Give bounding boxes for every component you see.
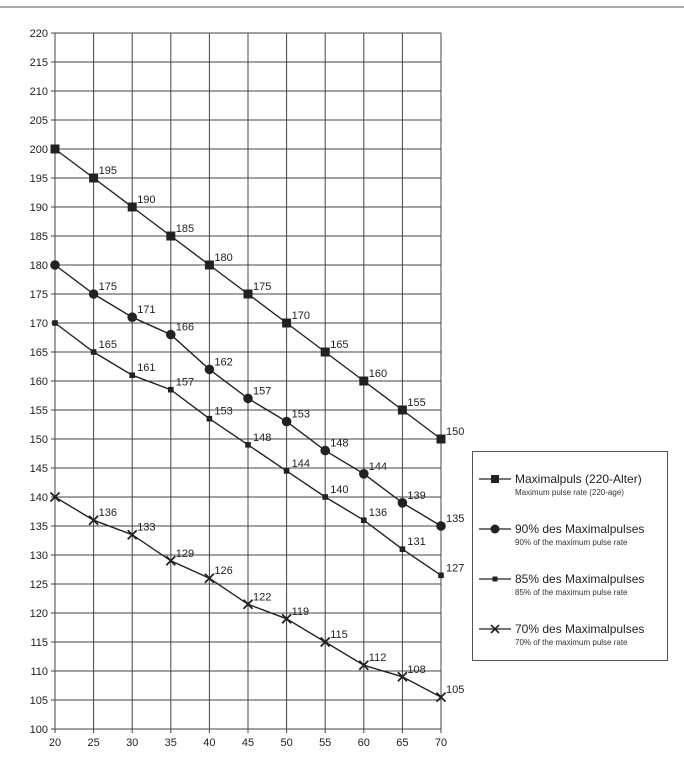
x-tick-label: 60	[357, 737, 370, 749]
x-tick-label: 30	[126, 737, 139, 749]
y-tick-label: 105	[29, 695, 48, 707]
data-point-circle	[436, 521, 446, 531]
grid	[55, 33, 441, 729]
x-tick-label: 35	[164, 737, 177, 749]
data-point-square	[128, 203, 137, 212]
data-label: 136	[98, 507, 117, 520]
y-tick-label: 150	[29, 434, 48, 446]
legend-item-max-pulse	[473, 470, 669, 510]
legend-item-85-percent	[473, 570, 669, 610]
data-label: 153	[291, 408, 310, 421]
data-point-small-square	[400, 546, 406, 552]
data-label: 166	[175, 321, 195, 334]
data-label: 144	[291, 457, 310, 470]
data-point-square	[51, 145, 60, 154]
y-tick-label: 215	[29, 57, 48, 69]
y-tick-label: 185	[29, 231, 48, 243]
y-tick-label: 175	[29, 289, 48, 301]
data-label: 131	[407, 536, 426, 549]
data-point-square	[321, 348, 330, 357]
data-label: 148	[253, 431, 272, 444]
y-tick-label: 120	[29, 608, 48, 620]
data-label: 105	[446, 684, 465, 697]
y-tick-label: 210	[29, 86, 48, 98]
data-label: 155	[407, 397, 426, 409]
x-tick-label: 20	[48, 737, 62, 749]
legend-subtitle: Maximum pulse rate (220-age)	[515, 488, 624, 497]
y-tick-label: 100	[29, 724, 48, 736]
data-point-circle	[320, 446, 330, 456]
data-label: 129	[175, 547, 195, 560]
x-axis-ticks	[49, 729, 447, 749]
y-tick-label: 180	[29, 260, 48, 272]
y-tick-label: 140	[29, 492, 48, 504]
data-label: 170	[291, 310, 310, 322]
data-label: 161	[137, 362, 156, 375]
legend-name: 70% des Maximalpulses	[515, 622, 645, 636]
data-point-small-square	[438, 573, 444, 579]
data-point-square	[359, 377, 368, 386]
data-point-square	[89, 174, 98, 183]
data-label: 175	[98, 281, 117, 293]
data-label: 162	[214, 356, 233, 369]
data-point-circle	[166, 330, 176, 340]
data-point-small-square	[91, 349, 97, 355]
y-axis-ticks	[30, 28, 55, 736]
y-tick-label: 190	[29, 202, 48, 214]
x-tick-label: 25	[87, 737, 100, 749]
data-point-square	[244, 290, 253, 299]
data-point-small-square	[52, 320, 58, 326]
y-tick-label: 115	[30, 637, 48, 649]
data-label: 175	[253, 281, 272, 293]
data-point-circle	[243, 394, 253, 404]
y-tick-label: 135	[29, 521, 48, 533]
x-tick-label: 70	[434, 737, 448, 749]
legend-swatch-small-square-marker	[479, 572, 511, 586]
data-point-circle	[50, 260, 60, 270]
data-point-circle	[127, 312, 137, 322]
legend-swatch-x-marker	[479, 622, 511, 636]
data-label: 115	[330, 629, 348, 641]
data-label: 180	[214, 252, 233, 264]
data-label: 135	[446, 513, 465, 525]
y-tick-label: 145	[29, 463, 48, 475]
legend	[472, 451, 668, 661]
x-tick-label: 50	[280, 737, 293, 749]
data-label: 195	[98, 165, 117, 177]
data-point-small-square	[168, 387, 174, 393]
data-label: 112	[368, 652, 387, 665]
data-point-circle	[398, 498, 408, 508]
legend-item-70-percent	[473, 620, 669, 660]
legend-subtitle: 85% of the maximum pulse rate	[515, 588, 628, 597]
data-point-small-square	[361, 517, 367, 523]
y-tick-label: 155	[29, 405, 48, 417]
data-point-small-square	[207, 416, 213, 422]
x-tick-label: 65	[396, 737, 409, 749]
x-tick-label: 45	[241, 737, 255, 749]
data-label: 185	[175, 223, 195, 235]
data-label: 139	[407, 489, 426, 502]
data-label: 190	[137, 194, 156, 206]
data-point-square	[282, 319, 291, 328]
legend-swatch-square-marker	[479, 472, 511, 486]
data-label: 108	[407, 663, 426, 676]
data-point-circle	[89, 289, 99, 299]
legend-swatch-circle-marker	[479, 522, 511, 536]
data-label: 133	[137, 521, 156, 534]
data-label: 165	[98, 339, 117, 351]
data-label: 127	[446, 562, 465, 575]
legend-item-90-percent	[473, 520, 669, 560]
data-point-small-square	[129, 372, 135, 378]
x-tick-label: 55	[319, 737, 332, 749]
y-tick-label: 205	[29, 115, 48, 127]
data-point-square	[205, 261, 214, 270]
x-tick-label: 40	[203, 737, 216, 749]
y-tick-label: 160	[29, 376, 48, 388]
data-point-circle	[359, 469, 369, 479]
data-label: 126	[214, 565, 233, 578]
y-tick-label: 200	[29, 144, 48, 156]
data-label: 140	[330, 484, 349, 496]
data-point-square	[437, 435, 446, 444]
data-label: 160	[368, 368, 388, 380]
data-label: 136	[368, 507, 388, 520]
legend-subtitle: 90% of the maximum pulse rate	[515, 538, 628, 547]
legend-name: 90% des Maximalpulses	[515, 522, 645, 536]
y-tick-label: 125	[29, 579, 48, 591]
legend-subtitle: 70% of the maximum pulse rate	[515, 638, 628, 647]
data-label: 148	[330, 437, 349, 450]
data-point-square	[166, 232, 175, 241]
y-tick-label: 165	[29, 347, 48, 359]
y-tick-label: 220	[29, 28, 48, 40]
data-label: 157	[253, 385, 272, 398]
data-label: 153	[214, 405, 233, 418]
y-tick-label: 170	[29, 318, 48, 330]
y-tick-label: 195	[29, 173, 48, 185]
data-point-circle	[282, 417, 292, 427]
data-label: 165	[330, 339, 349, 351]
y-tick-label: 130	[29, 550, 48, 562]
data-label: 119	[291, 605, 310, 618]
data-label: 171	[137, 304, 156, 317]
data-label: 144	[368, 460, 388, 473]
legend-name: 85% des Maximalpulses	[515, 572, 645, 586]
legend-name: Maximalpuls (220-Alter)	[515, 472, 642, 486]
data-point-small-square	[322, 494, 328, 500]
data-point-circle	[205, 365, 215, 375]
data-label: 150	[446, 426, 465, 438]
data-point-small-square	[284, 468, 290, 474]
y-tick-label: 110	[30, 666, 48, 678]
data-point-small-square	[245, 442, 251, 448]
data-label: 122	[253, 591, 272, 604]
data-label: 157	[175, 376, 195, 389]
data-point-square	[398, 406, 407, 415]
